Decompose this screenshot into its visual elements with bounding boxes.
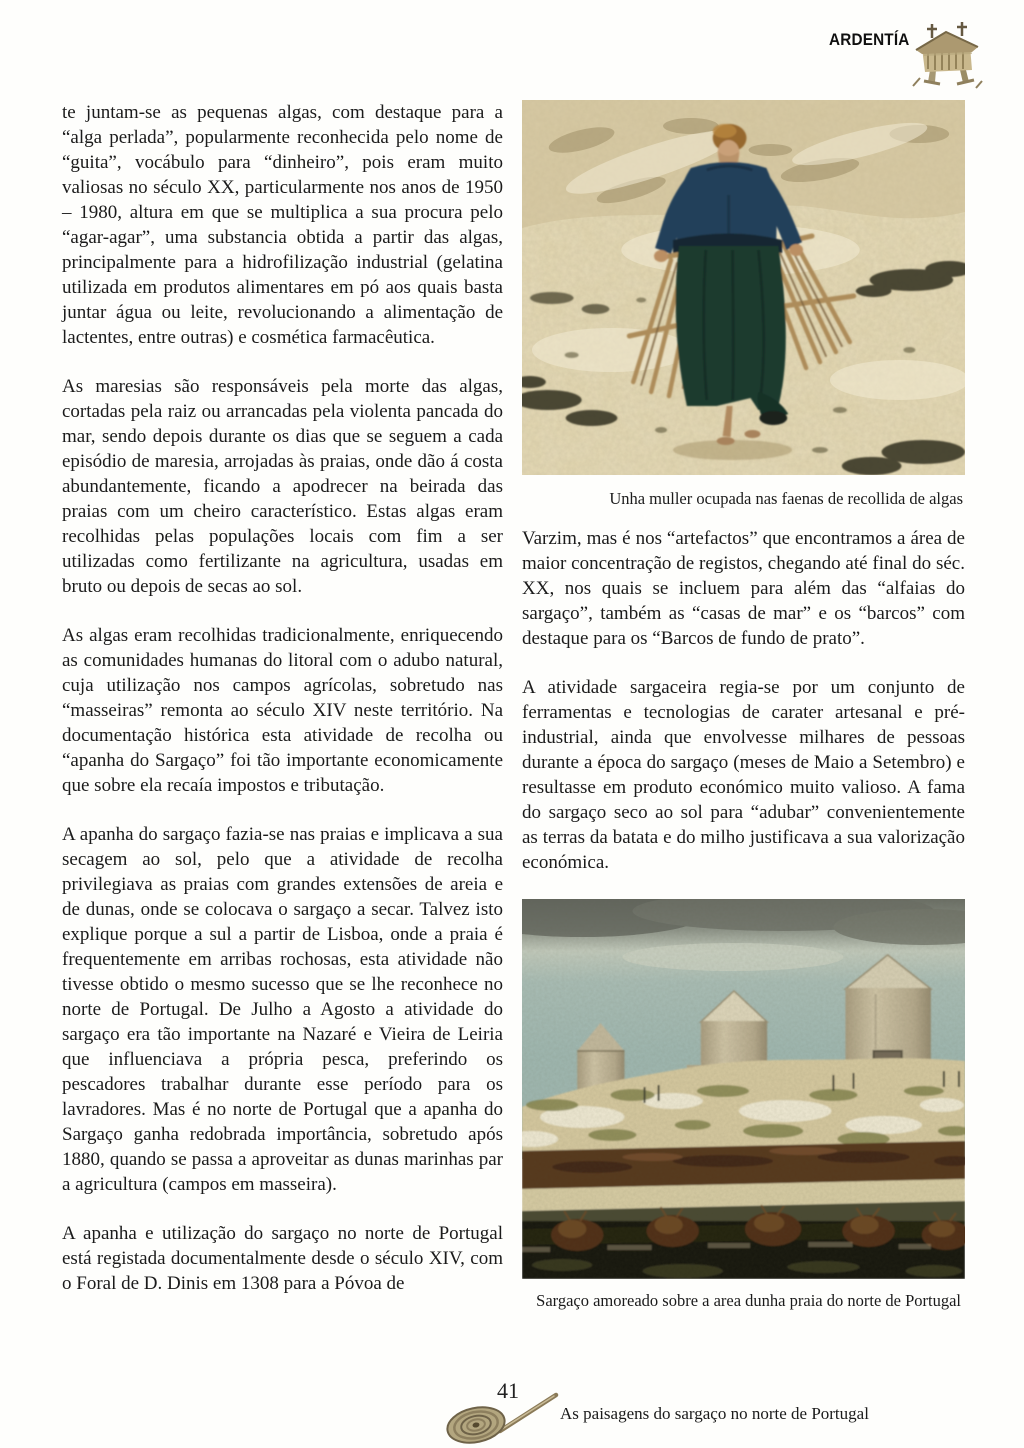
body-paragraph: te juntam-se as pequenas algas, com destaque para a “alga perlada”, popularmente reconhecida pelo nome de “guita”, vocábulo para “dinheiro”, pois eram muito valiosas no século XX, particularmente nos anos de 1950 – 1980, altura em que se multiplica a sua procura pelo “agar-agar”, uma substancia obtida a partir das algas, principalmente para a hidrofilização industrial (gelatina utilizada em produtos alimentares em pó aos quais basta juntar água ou leite, revolucionando a alimentação de lactentes, entre outras) e cosmética farmacêutica. [62, 102, 503, 348]
magazine-title: ARDENTÍA [829, 30, 910, 49]
body-paragraph: As maresias são responsáveis pela morte das algas, cortadas pela raiz ou arrancadas pela violenta pancada do mar, sendo depois durante os dias que se seguem a cada episódio de maresia, arrojadas às praias, onde dão á costa abundantemente, ficando a apodrecer na beirada das praias com um cheiro característico. Estas algas eram recolhidas pelas populações locais com fim a ser utilizadas como fertilizante na agricultura, usadas em bruto ou depois de secas ao sol. [62, 376, 503, 597]
right-column [522, 100, 965, 1311]
woman-collecting-algae-photo [522, 100, 965, 509]
beach-photo-image [522, 100, 965, 475]
left-column [62, 100, 503, 1296]
body-paragraph: As algas eram recolhidas tradicionalmente, enriquecendo as comunidades humanas do litoral com o adubo natural, cuja utilização nos campos agrícolas, sobretudo nas “masseiras” remonta ao século XIV neste território. Na documentação histórica esta atividade de recolha ou “apanha do Sargaço” foi tão importante economicamente que sobre ela recaía impostos e tributação. [62, 625, 503, 796]
body-paragraph: A apanha e utilização do sargaço no norte de Portugal está registada documentalmente desde o século XIV, com o Foral de D. Dinis em 1308 para a Póvoa de [62, 1223, 503, 1294]
photo-caption: Sargaço amoreado sobre a area dunha praia do norte de Portugal [536, 1291, 961, 1310]
windmills-on-dunes-photo [522, 899, 965, 1311]
body-paragraph: A atividade sargaceira regia-se por um conjunto de ferramentas e tecnologias de carater artesanal e pré-industrial, ainda que envolvesse milhares de pessoas durante a época do sargaço (meses de Maio a Setembro) e resultasse em produto económico muito valioso. A fama do sargaço seco ao sol para “adubar” convenientemente as terras da batata e do milho justificava a sua valorização económica. [522, 677, 965, 873]
running-title: As paisagens do sargaço no norte de Portugal [560, 1404, 869, 1423]
windmills-photo-image [522, 899, 965, 1279]
body-paragraph: Varzim, mas é nos “artefactos” que encontramos a área de maior concentração de registos, chegando até final do séc. XX, nos quais se incluem para além das “alfaias do sargaço”, também as “casas de mar” e os “barcos” com destaque para os “Barcos de fundo de prato”. [522, 528, 965, 649]
body-paragraph: A apanha do sargaço fazia-se nas praias e implicava a sua secagem ao sol, pelo que a atividade de recolha privilegiava as praias com grandes extensões de areia e de dunas, onde se colocava o sargaço a secar. Talvez isto explique porque a sul a partir de Lisboa, onde a praia é frequentemente em arribas rochosas, esta atividade não tivesse obtido o mesmo sucesso que se lhe reconhece no norte de Portugal. De Julho a Agosto a atividade do sargaço era tão importante na Nazaré e Vieira de Leiria que influenciava a própria pesca, preferindo os pescadores trabalhar durante esse período para os lavradores. Mas é no norte de Portugal que a apanha do Sargaço ganha redobrada importância, sobretudo após 1880, quando se passa a aproveitar as dunas marinhas par a agricultura (campos em masseira). [62, 824, 503, 1195]
page-number: 41 [497, 1378, 519, 1403]
photo-caption: Unha muller ocupada nas faenas de recollida de algas [609, 489, 963, 508]
horreo-granary-icon [908, 18, 988, 97]
